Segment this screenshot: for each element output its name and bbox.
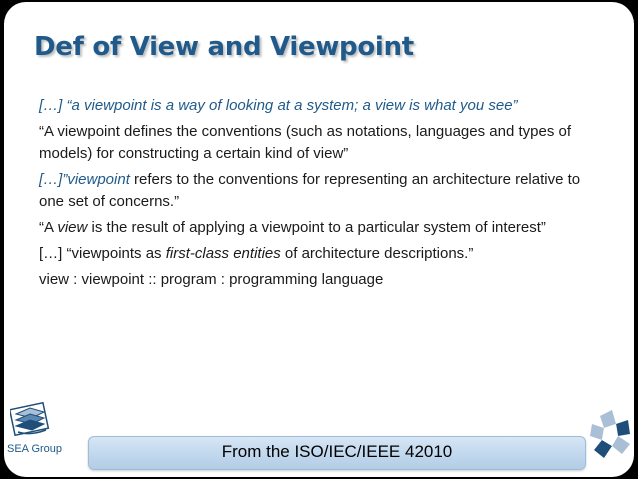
view-definition-text: is the result of applying a viewpoint to a particular system of interest” [87,219,546,236]
view-definition-prefix: “A [39,219,58,236]
paragraph-viewpoint-quote-text: […] “a viewpoint is a way of looking at a system; a view is what you see” [39,97,518,114]
view-term: view [57,219,88,236]
sea-group-label: SEA Group [7,443,63,455]
slide-body [39,95,599,295]
viewpoint-conventions-text: refers to the conventions for representing an architecture relative to one set of concerns.” [39,171,581,210]
first-class-term: first-class entities [165,245,281,262]
first-class-prefix: […] “viewpoints as [39,245,166,262]
paragraph-viewpoint-conventions [39,169,599,213]
first-class-suffix: of architecture descriptions.” [280,245,474,262]
footer-source-text: From the ISO/IEC/IEEE 42010 [221,442,453,461]
slide [4,2,634,477]
sea-group-logo-icon [10,402,52,438]
paragraph-first-class-entities [39,243,599,265]
paragraph-viewpoint-quote [39,95,599,117]
paragraph-view-definition [39,217,599,239]
slide-title: Def of View and Viewpoint [34,32,414,62]
footer-bar [88,436,586,470]
pinwheel-logo-icon [586,404,634,474]
viewpoint-term: […]”viewpoint [39,171,130,188]
paragraph-analogy: view : viewpoint :: program : programming language [39,271,384,288]
paragraph-viewpoint-definition: “A viewpoint defines the conventions (such as notations, languages and types of models) for constructing a certain kind of view” [39,123,572,162]
